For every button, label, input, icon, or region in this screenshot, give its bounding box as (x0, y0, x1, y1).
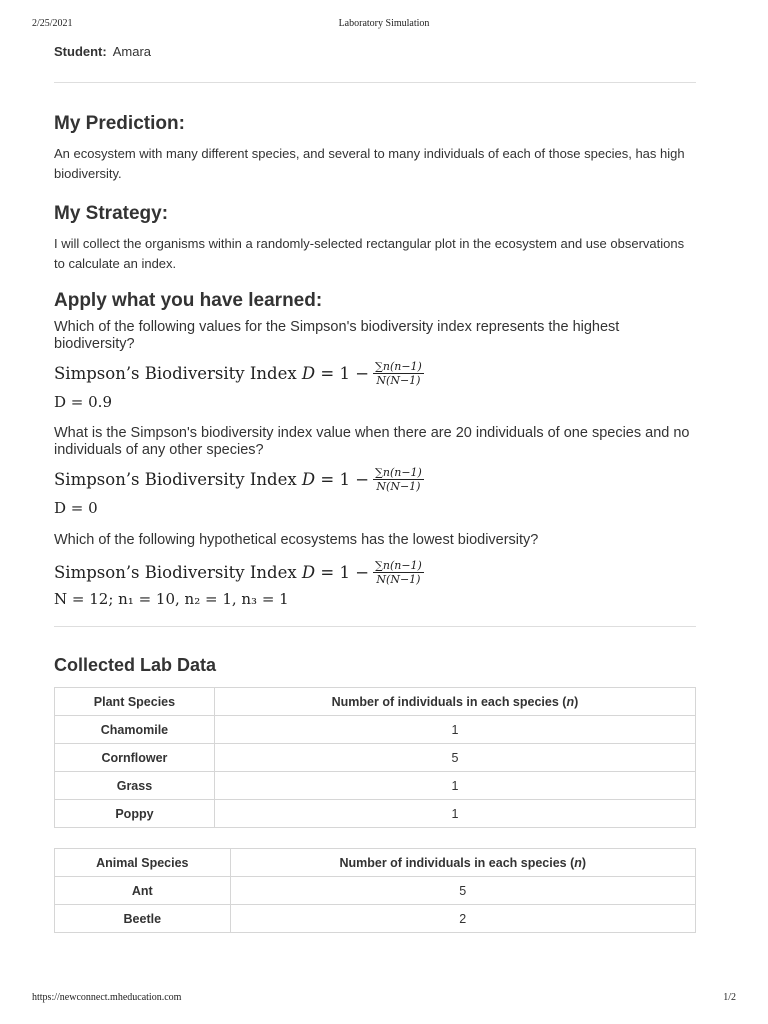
student-name: Amara (112, 44, 152, 59)
question-3: Which of the following hypothetical ecosystems has the lowest biodiversity? (54, 532, 539, 548)
simpson-formula: Simpson’s Biodiversity Index D = 1 − $\frac{\sum n(n-1)}{N(N-1)}$ (54, 465, 422, 493)
column-header: Number of individuals in each species (n) (230, 849, 695, 877)
table-row (55, 716, 696, 744)
page-number: 1/2 (723, 992, 736, 1003)
species-cell: Cornflower (55, 744, 215, 772)
column-header: Animal Species (55, 849, 231, 877)
count-cell: 2 (230, 905, 695, 933)
print-url: https://newconnect.mheducation.com (32, 992, 182, 1003)
count-cell: 1 (214, 772, 695, 800)
answer-1: D = 0.9 (54, 393, 112, 411)
prediction-heading: My Prediction: (54, 113, 185, 134)
column-header: Number of individuals in each species (n) (214, 688, 695, 716)
count-cell: 5 (214, 744, 695, 772)
table-row (55, 744, 696, 772)
strategy-heading: My Strategy: (54, 203, 169, 224)
table-row (55, 800, 696, 828)
count-cell: 1 (214, 800, 695, 828)
print-title: Laboratory Simulation (338, 18, 430, 29)
question-1: Which of the following values for the Simpson's biodiversity index represents the highest biodiversity? (54, 319, 620, 352)
question-2: What is the Simpson's biodiversity index value when there are 20 individuals of one species and no individuals of any other species? (54, 425, 690, 458)
table-header-row (55, 849, 696, 877)
species-cell: Grass (55, 772, 215, 800)
strategy-text: I will collect the organisms within a randomly-selected rectangular plot in the ecosystem and use observations to calculate an index. (54, 236, 685, 271)
print-header (32, 18, 736, 32)
student-line (54, 44, 696, 64)
divider (54, 82, 696, 83)
formula-fraction: $\frac{\sum n(n-1)}{N(N-1)}$ (375, 558, 422, 586)
simpson-formula: Simpson’s Biodiversity Index D = 1 − $\frac{\sum n(n-1)}{N(N-1)}$ (54, 558, 422, 586)
count-cell: 5 (230, 877, 695, 905)
divider (54, 626, 696, 627)
answer-3: N = 12; n₁ = 10, n₂ = 1, n₃ = 1 (54, 590, 289, 608)
table-row (55, 905, 696, 933)
print-footer (32, 992, 736, 1006)
species-cell: Ant (55, 877, 231, 905)
prediction-text: An ecosystem with many different species, and several to many individuals of each of those species, has high biodiversity. (54, 146, 685, 181)
simpson-formula: Simpson’s Biodiversity Index D = 1 − $\frac{\sum n(n-1)}{N(N-1)}$ (54, 359, 422, 387)
animal-table (54, 848, 696, 933)
formula-fraction: $\frac{\sum n(n-1)}{N(N-1)}$ (375, 465, 422, 493)
table-header-row (55, 688, 696, 716)
print-date: 2/25/2021 (32, 18, 73, 29)
species-cell: Chamomile (55, 716, 215, 744)
lab-report (54, 44, 696, 933)
lab-data-heading: Collected Lab Data (54, 655, 217, 675)
table-row (55, 877, 696, 905)
species-cell: Beetle (55, 905, 231, 933)
column-header: Plant Species (55, 688, 215, 716)
species-cell: Poppy (55, 800, 215, 828)
apply-heading: Apply what you have learned: (54, 290, 323, 311)
student-label: Student: (54, 44, 107, 59)
count-cell: 1 (214, 716, 695, 744)
plant-table (54, 687, 696, 828)
table-row (55, 772, 696, 800)
answer-2: D = 0 (54, 499, 98, 517)
formula-fraction: $\frac{\sum n(n-1)}{N(N-1)}$ (375, 359, 422, 387)
